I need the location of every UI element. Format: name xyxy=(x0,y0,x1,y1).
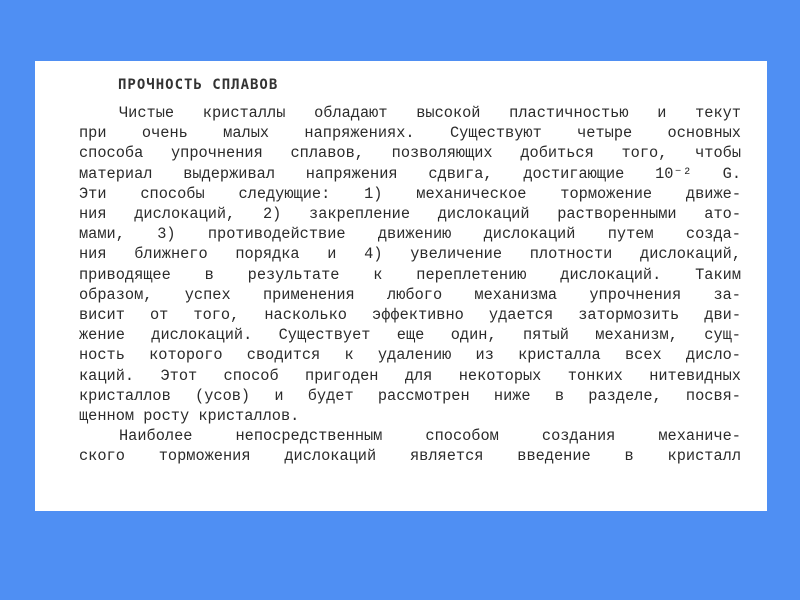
text-line: ния дислокаций, 2) закрепление дислокаций растворенными ато- xyxy=(79,205,741,224)
text-line: материал выдерживал напряжения сдвига, достигающие 10⁻² G. xyxy=(79,164,741,183)
text-line: мами, 3) противодействие движению дислокаций путем созда- xyxy=(79,225,741,244)
text-line: приводящее в результате к переплетению дислокаций. Таким xyxy=(79,265,741,284)
text-line: жение дислокаций. Существует еще один, пятый механизм, сущ- xyxy=(79,326,741,345)
paragraph-1 xyxy=(79,103,741,426)
text-line: ния ближнего порядка и 4) увеличение плотности дислокаций, xyxy=(79,245,741,264)
text-line: Эти способы следующие: 1) механическое торможение движе- xyxy=(79,184,741,203)
text-line: каций. Этот способ пригоден для некоторых тонких нитевидных xyxy=(79,366,741,385)
text-line: способа упрочнения сплавов, позволяющих добиться того, чтобы xyxy=(79,144,741,163)
text-line: ского торможения дислокаций является введение в кристалл xyxy=(79,447,741,466)
text-line: кристаллов (усов) и будет рассмотрен ниже в разделе, посвя- xyxy=(79,386,741,405)
text-line: при очень малых напряжениях. Существуют четыре основных xyxy=(79,124,741,143)
text-line: висит от того, насколько эффективно удается затормозить дви- xyxy=(79,306,741,325)
section-heading: ПРОЧНОСТЬ СПЛАВОВ xyxy=(118,77,279,93)
paragraph-2 xyxy=(79,426,741,466)
text-line: ность которого сводится к удалению из кристалла всех дисло- xyxy=(79,346,741,365)
text-line: образом, успех применения любого механизма упрочнения за- xyxy=(79,285,741,304)
body-text xyxy=(79,103,741,467)
text-line: Наиболее непосредственным способом создания механиче- xyxy=(119,427,741,446)
text-line: щенном росту кристаллов. xyxy=(79,407,300,426)
document-page xyxy=(35,61,767,511)
text-line: Чистые кристаллы обладают высокой пластичностью и текут xyxy=(119,104,741,122)
